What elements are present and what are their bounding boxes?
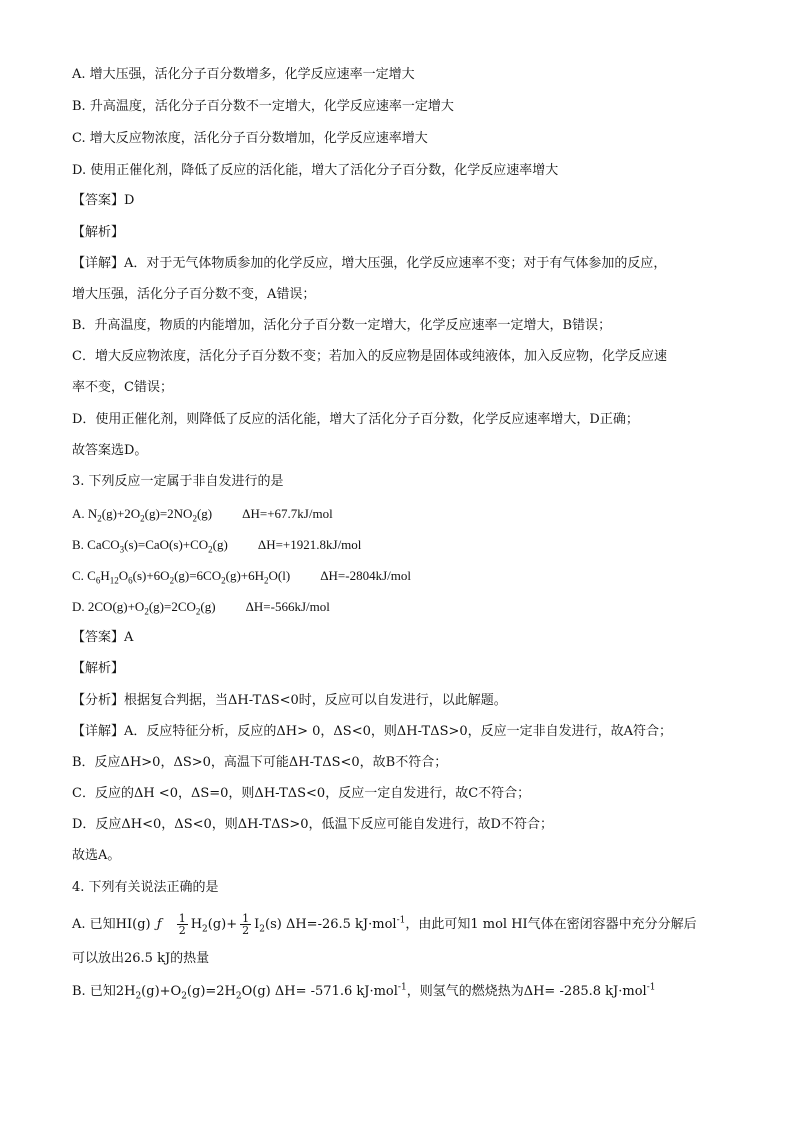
q3-detail-line: D．反应ΔH<0，ΔS<0，则ΔH-TΔS>0，低温下反应可能自发进行，故D不符合； [72, 817, 553, 832]
enthalpy-value: ΔH=-566kJ/mol [245, 599, 330, 614]
q2-option-d: D. 使用正催化剂，降低了反应的活化能，增大了活化分子百分数，化学反应速率增大 [72, 163, 559, 178]
q3-option-c: C. $C_6H_{12}O_6(s)+6O_2(g)=6CO_2(g)+6H_2O(l)$ ΔH=-2804kJ/mol [72, 568, 411, 586]
q2-answer: 【答案】D [72, 193, 135, 208]
q2-detail-line: 故答案选D。 [72, 443, 148, 458]
q3-detail-line: 【详解】A．反应特征分析，反应的ΔH> 0，ΔS<0，则ΔH-TΔS>0，反应一定非自发进行，故A符合； [72, 724, 673, 739]
q3-fenxi: 【分析】根据复合判据，当ΔH-TΔS<0时，反应可以自发进行，以此解题。 [72, 693, 507, 708]
q2-detail-line: 率不变，C错误； [72, 380, 173, 395]
q2-detail-line: C．增大反应物浓度，活化分子百分数不变；若加入的反应物是固体或纯液体，加入反应物，化学反应速 [72, 349, 667, 364]
equilibrium-arrow-icon: ƒ [156, 917, 162, 932]
q2-detail-line: D．使用正催化剂，则降低了反应的活化能，增大了活化分子百分数，化学反应速率增大，D正确； [72, 412, 639, 427]
q2-detail-line: 增大压强，活化分子百分数不变，A错误； [72, 287, 316, 302]
fraction-half: $\frac{1}{2}$ [242, 912, 250, 937]
q2-analysis-label: 【解析】 [72, 225, 125, 240]
q3-detail-line: B．反应ΔH>0，ΔS>0，高温下可能ΔH-TΔS<0，故B不符合； [72, 755, 448, 770]
enthalpy-value: ΔH=-2804kJ/mol [320, 568, 411, 583]
q2-option-a: A. 增大压强，活化分子百分数增多，化学反应速率一定增大 [72, 67, 415, 82]
q4-option-b: B. 已知$2H_2(g)+O_2(g)=2H_2O(g)$ ΔH= -571.6 kJ·mol$^{-1}$，则氢气的燃烧热为ΔH= -285.8 kJ·mol$^{-1}$ [72, 982, 656, 1002]
q4-option-a: A. 已知HI(g) ƒ $\frac{1}{2}$ $H_2(g)+$ $\frac{1}{2}$ $I_2(s)$ ΔH=-26.5 kJ·mol$^{-1}$，由此可知1 mol HI气体在密闭容器中充分分解后 [72, 912, 697, 937]
q3-stem: 3. 下列反应一定属于非自发进行的是 [72, 474, 284, 489]
q4-option-a-continued: 可以放出26.5 kJ的热量 [72, 951, 210, 966]
q3-option-a: A. $N_2(g)+2O_2(g)=2NO_2(g)$ ΔH=+67.7kJ/mol [72, 506, 333, 524]
q3-option-b: B. $CaCO_3(s)=CaO(s)+CO_2(g)$ ΔH=+1921.8kJ/mol [72, 537, 362, 555]
q3-option-d: D. $2CO(g)+O_2(g)=2CO_2(g)$ ΔH=-566kJ/mol [72, 599, 330, 617]
q3-detail-line: 故选A。 [72, 848, 121, 863]
q3-answer: 【答案】A [72, 630, 134, 645]
q3-detail-line: C．反应的ΔH <0，ΔS=0，则ΔH-TΔS<0，反应一定自发进行，故C不符合； [72, 786, 531, 801]
q2-detail-line: 【详解】A．对于无气体物质参加的化学反应，增大压强，化学反应速率不变；对于有气体参加的反应， [72, 256, 667, 271]
q2-option-b: B. 升高温度，活化分子百分数不一定增大，化学反应速率一定增大 [72, 99, 454, 114]
enthalpy-value: ΔH=+1921.8kJ/mol [257, 537, 362, 552]
fraction-half: $\frac{1}{2}$ [178, 912, 186, 937]
enthalpy-value: ΔH=+67.7kJ/mol [242, 506, 333, 521]
q3-analysis-label: 【解析】 [72, 661, 125, 676]
q4-stem: 4. 下列有关说法正确的是 [72, 880, 219, 895]
q2-detail-line: B．升高温度，物质的内能增加，活化分子百分数一定增大，化学反应速率一定增大，B错误； [72, 318, 612, 333]
q2-option-c: C. 增大反应物浓度，活化分子百分数增加，化学反应速率增大 [72, 131, 428, 146]
